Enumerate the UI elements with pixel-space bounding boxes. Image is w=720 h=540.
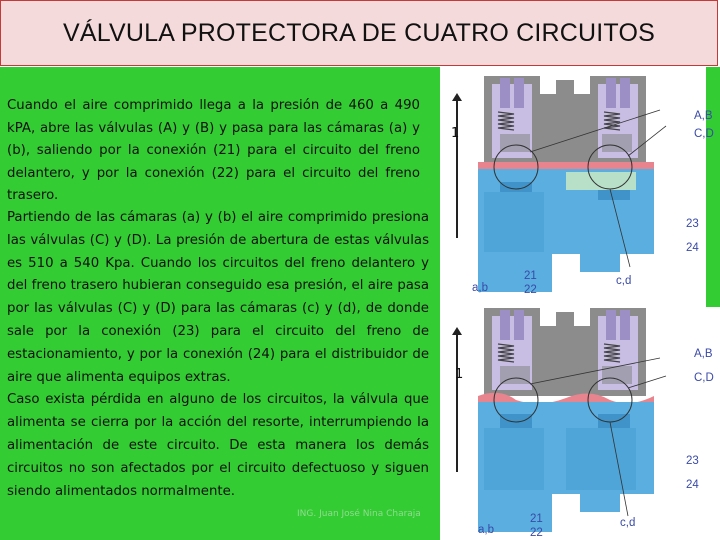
label-1-bottom: 1 bbox=[455, 367, 464, 382]
slide-title: VÁLVULA PROTECTORA DE CUATRO CIRCUITOS bbox=[63, 18, 655, 47]
label-ab-lower-top: a,b bbox=[472, 282, 488, 294]
label-ab-upper-top: A,B bbox=[694, 110, 713, 122]
pressure-arrow-bottom bbox=[456, 334, 458, 472]
label-23-bottom: 23 bbox=[686, 455, 699, 467]
label-21-top: 21 bbox=[524, 270, 537, 282]
label-22-top: 22 bbox=[524, 284, 537, 296]
label-24-top: 24 bbox=[686, 242, 699, 254]
label-1-top: 1 bbox=[451, 126, 460, 141]
title-bar bbox=[0, 0, 718, 66]
paragraph-2-text: Partiendo de las cámaras (a) y (b) el aire comprimido presiona las válvulas (C) y (D). La presión de abertura de estas válvulas es 510 a 540 Kpa. Cuando los circuitos del freno delantero y del freno trasero hubieran conseguido esa presión, el aire pasa por las válvulas (C) y (D) para las cámaras (c) y (d), de donde sale por la conexión (23) para el circuito del freno de estacionamiento, y por la conexión (24) para el distribuidor de aire que alimenta equipos extras. bbox=[7, 210, 429, 385]
label-cd-lower-bottom: c,d bbox=[620, 517, 636, 529]
pressure-arrow-top bbox=[456, 100, 458, 238]
label-cd-upper-bottom: C,D bbox=[694, 372, 714, 384]
author-watermark: ING. Juan José Nina Charaja bbox=[297, 509, 421, 519]
label-23-top: 23 bbox=[686, 218, 699, 230]
label-ab-lower-bottom: a,b bbox=[478, 524, 494, 536]
label-ab-upper-bottom: A,B bbox=[694, 348, 713, 360]
paragraph-2 bbox=[7, 207, 429, 503]
label-21-bottom: 21 bbox=[530, 513, 543, 525]
green-strip bbox=[706, 67, 720, 307]
paragraph-3-text: Caso exista pérdida en alguno de los circuitos, la válvula que alimenta se cierra por la acción del resorte, interrumpiendo la alimentación de este circuito. De esta manera los demás circuitos no son afectados por el circuito defectuoso y siguen siendo alimentados normalmente. bbox=[7, 392, 429, 499]
valve-diagram-top bbox=[470, 72, 675, 300]
label-cd-lower-top: c,d bbox=[616, 275, 632, 287]
paragraph-1: Cuando el aire comprimido llega a la presión de 460 a 490 kPA, abre las válvulas (A) y (B) y pasa para las cámaras (a) y (b), saliendo por la conexión (21) para el circuito del freno delantero, y por la conexión (22) para el circuito del freno trasero. bbox=[7, 98, 420, 204]
label-22-bottom: 22 bbox=[530, 527, 543, 539]
label-24-bottom: 24 bbox=[686, 479, 699, 491]
valve-diagram-bottom bbox=[470, 304, 675, 538]
label-cd-upper-top: C,D bbox=[694, 128, 714, 140]
text-panel bbox=[0, 67, 440, 540]
